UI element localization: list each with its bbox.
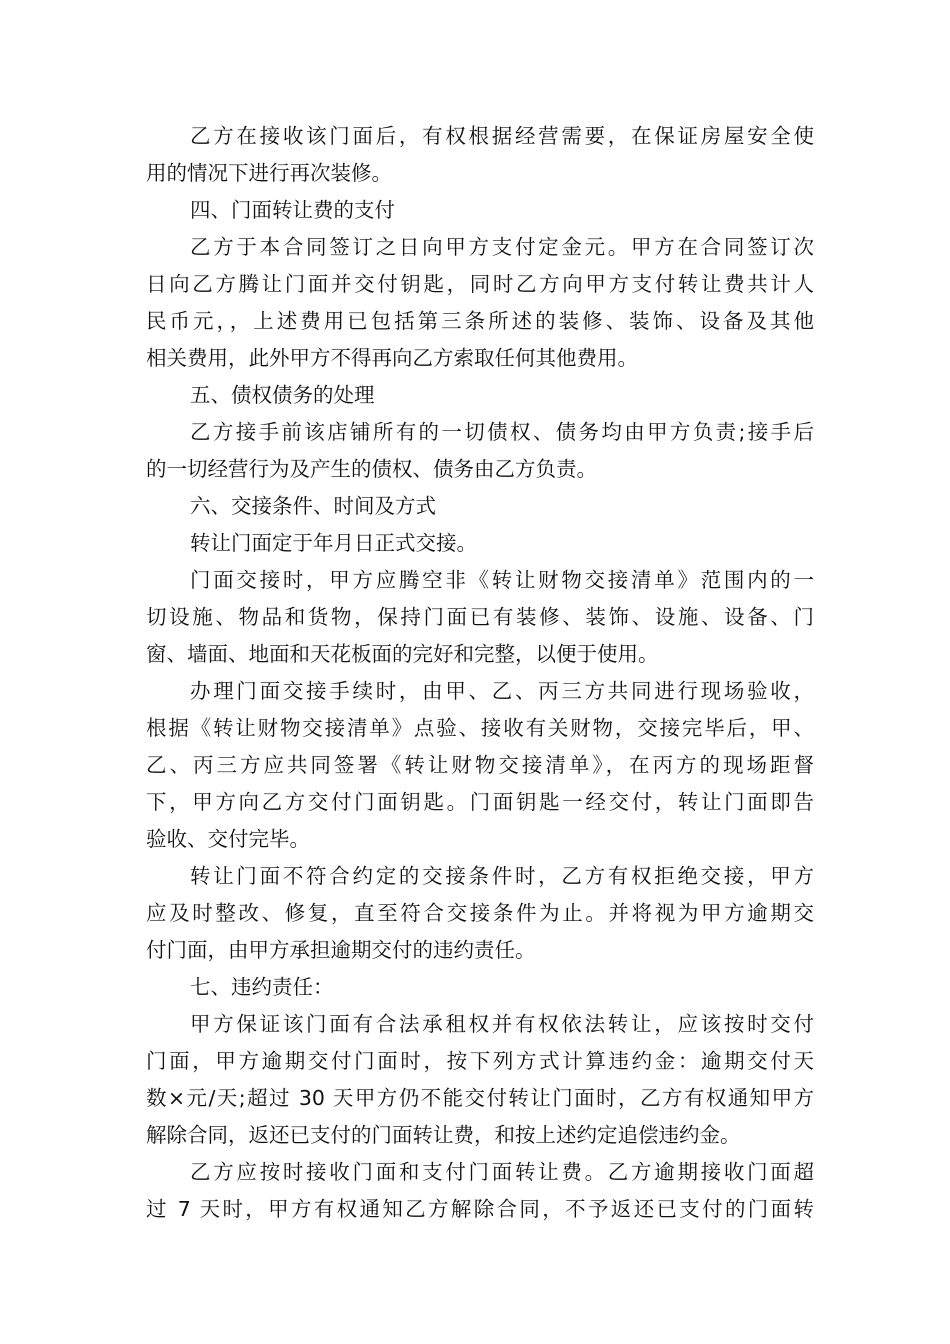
document-line: 的一切经营行为及产生的债权、债务由乙方负责。 <box>146 457 597 481</box>
document-line: 四、门面转让费的支付 <box>190 198 395 222</box>
document-line: 付门面，由甲方承担逾期交付的违约责任。 <box>146 938 536 962</box>
document-line: 应及时整改、修复，直至符合交接条件为止。并将视为甲方逾期交 <box>146 901 814 925</box>
document-line: 办理门面交接手续时，由甲、乙、丙三方共同进行现场验收， <box>190 679 814 703</box>
document-line: 乙方应按时接收门面和支付门面转让费。乙方逾期接收门面超 <box>190 1160 814 1184</box>
document-line: 甲方保证该门面有合法承租权并有权依法转让，应该按时交付 <box>190 1012 814 1036</box>
document-line: 用的情况下进行再次装修。 <box>146 161 392 185</box>
document-line: 验收、交付完毕。 <box>146 827 310 851</box>
document-line: 乙方在接收该门面后，有权根据经营需要，在保证房屋安全使 <box>190 124 814 148</box>
document-line: 数×元/天;超过 30 天甲方仍不能交付转让门面时，乙方有权通知甲方 <box>146 1086 814 1110</box>
document-line: 根据《转让财物交接清单》点验、接收有关财物，交接完毕后，甲、 <box>146 716 814 740</box>
document-line: 切设施、物品和货物，保持门面已有装修、装饰、设施、设备、门 <box>146 605 814 629</box>
document-line: 乙、丙三方应共同签署《转让财物交接清单》，在丙方的现场距督 <box>146 753 814 777</box>
document-line: 下，甲方向乙方交付门面钥匙。门面钥匙一经交付，转让门面即告 <box>146 790 814 814</box>
document-line: 解除合同，返还已支付的门面转让费，和按上述约定追偿违约金。 <box>146 1123 741 1147</box>
document-line: 民币元，，上述费用已包括第三条所述的装修、装饰、设备及其他 <box>146 309 814 333</box>
document-line: 五、债权债务的处理 <box>190 383 375 407</box>
document-line: 乙方于本合同签订之日向甲方支付定金元。甲方在合同签订次 <box>190 235 814 259</box>
document-line: 日向乙方腾让门面并交付钥匙，同时乙方向甲方支付转让费共计人 <box>146 272 814 296</box>
document-body <box>146 118 814 1228</box>
document-line: 相关费用，此外甲方不得再向乙方索取任何其他费用。 <box>146 346 638 370</box>
document-line: 过 7 天时，甲方有权通知乙方解除合同，不予返还已支付的门面转 <box>146 1197 814 1221</box>
document-line: 转让门面不符合约定的交接条件时，乙方有权拒绝交接，甲方 <box>190 864 814 888</box>
document-line: 门面交接时，甲方应腾空非《转让财物交接清单》范围内的一 <box>190 568 814 592</box>
document-line: 乙方接手前该店铺所有的一切债权、债务均由甲方负责;接手后 <box>190 420 814 444</box>
document-line: 七、违约责任： <box>190 975 334 999</box>
document-line: 门面，甲方逾期交付门面时，按下列方式计算违约金：逾期交付天 <box>146 1049 814 1073</box>
document-line: 六、交接条件、时间及方式 <box>190 494 436 518</box>
document-line: 窗、墙面、地面和天花板面的完好和完整，以便于使用。 <box>146 642 659 666</box>
document-line: 转让门面定于年月日正式交接。 <box>190 531 477 555</box>
